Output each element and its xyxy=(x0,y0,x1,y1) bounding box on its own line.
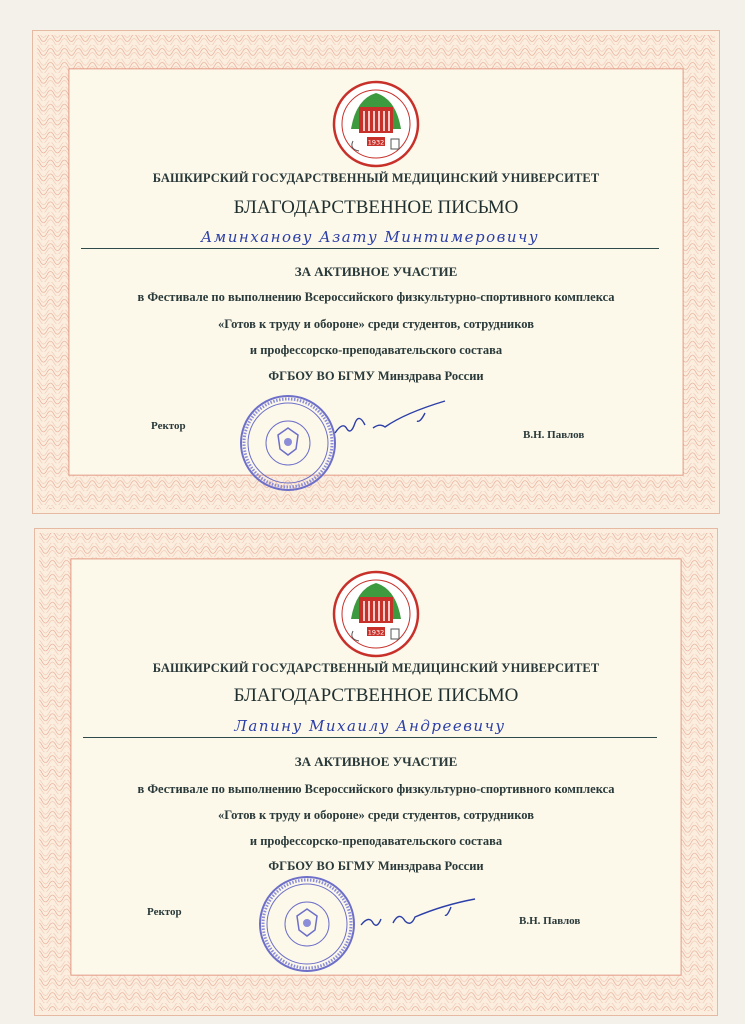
logo-year: 1932 xyxy=(367,628,385,637)
award-heading: ЗА АКТИВНОЕ УЧАСТИЕ xyxy=(294,754,458,769)
body-line-4: ФГБОУ ВО БГМУ Минздрава России xyxy=(268,369,484,383)
body-line-3: и профессорско-преподавательского состава xyxy=(249,343,503,357)
document-title: БЛАГОДАРСТВЕННОЕ ПИСЬМО xyxy=(233,197,519,218)
certificate-1 xyxy=(32,30,720,514)
body-line-2: «Готов к труду и обороне» среди студентов, сотрудников xyxy=(218,808,534,822)
signer-name: В.Н. Павлов xyxy=(519,915,581,927)
body-line-1: в Фестивале по выполнению Всероссийского физкультурно-спортивного комплекса xyxy=(137,782,615,796)
document-title: БЛАГОДАРСТВЕННОЕ ПИСЬМО xyxy=(233,685,519,706)
body-line-4: ФГБОУ ВО БГМУ Минздрава России xyxy=(268,859,484,873)
rector-signature xyxy=(325,393,455,443)
university-logo xyxy=(331,79,421,169)
university-name: БАШКИРСКИЙ ГОСУДАРСТВЕННЫЙ МЕДИЦИНСКИЙ УНИВЕРСИТЕТ xyxy=(152,171,600,185)
logo-year: 1932 xyxy=(367,138,385,147)
body-line-1: в Фестивале по выполнению Всероссийского физкультурно-спортивного комплекса xyxy=(137,290,615,304)
body-line-3: и профессорско-преподавательского состава xyxy=(249,834,503,848)
official-stamp xyxy=(238,393,338,493)
signer-name: В.Н. Павлов xyxy=(523,429,585,441)
official-stamp xyxy=(257,874,357,974)
university-name: БАШКИРСКИЙ ГОСУДАРСТВЕННЫЙ МЕДИЦИНСКИЙ УНИВЕРСИТЕТ xyxy=(152,661,600,675)
recipient-name: Лапину Михаилу Андреевичу xyxy=(83,717,657,738)
award-heading: ЗА АКТИВНОЕ УЧАСТИЕ xyxy=(294,264,458,279)
rector-signature xyxy=(353,889,483,939)
certificate-2 xyxy=(34,528,718,1016)
body-line-2: «Готов к труду и обороне» среди студентов, сотрудников xyxy=(218,317,534,331)
recipient-name: Аминханову Азату Минтимеровичу xyxy=(81,228,659,249)
university-logo xyxy=(331,569,421,659)
signer-title: Ректор xyxy=(151,420,186,432)
signer-title: Ректор xyxy=(147,906,182,918)
